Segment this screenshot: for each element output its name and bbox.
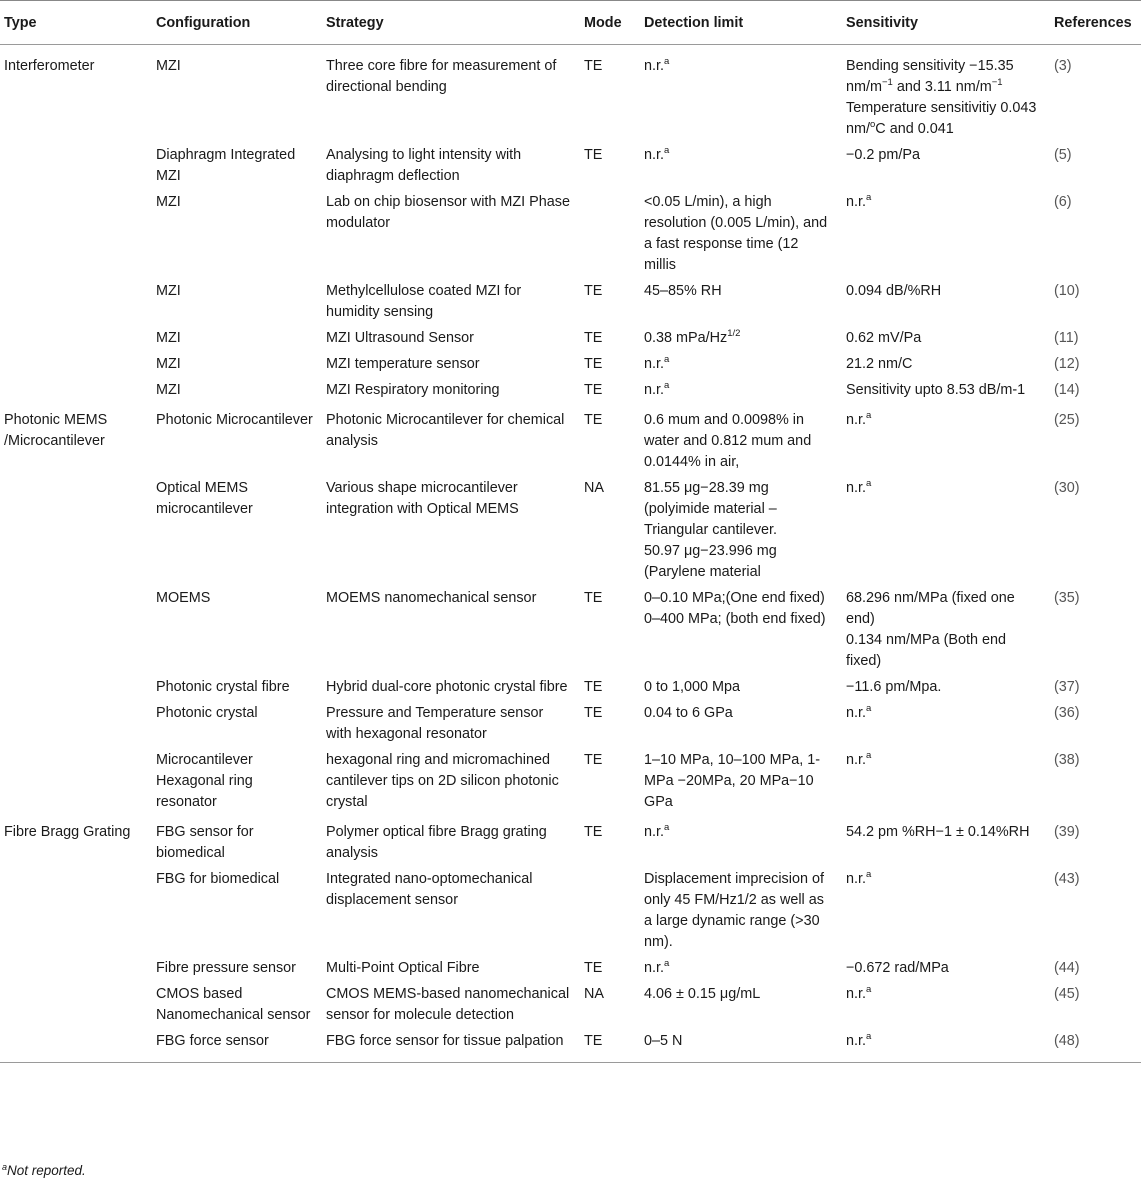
sensitivity-cell xyxy=(840,351,1048,377)
type-cell xyxy=(0,189,150,278)
detection-limit-cell-line xyxy=(644,478,834,541)
text-segment: n.r. xyxy=(644,58,664,74)
mode-cell xyxy=(578,866,638,955)
table-row xyxy=(0,674,1141,700)
strategy-cell: hexagonal ring and micromachined cantilever tips on 2D silicon photonic crystal xyxy=(326,752,559,810)
references-cell: (35) xyxy=(1054,590,1080,606)
table-row xyxy=(0,815,1141,866)
references-cell: (43) xyxy=(1054,871,1080,887)
detection-limit-cell xyxy=(638,981,840,1028)
text-segment: Temperature sensitivitiy 0.043 nm/ xyxy=(846,100,1037,137)
configuration-cell: FBG for biomedical xyxy=(156,871,280,887)
table-body xyxy=(0,45,1141,1063)
header-type: Type xyxy=(0,1,150,45)
strategy-cell: Polymer optical fibre Bragg grating analysis xyxy=(326,824,547,861)
strategy-cell: Lab on chip biosensor with MZI Phase modulator xyxy=(326,194,570,231)
references-cell: (3) xyxy=(1054,58,1072,74)
text-segment: −11.6 pm/Mpa. xyxy=(846,679,942,695)
table-row xyxy=(0,747,1141,815)
sensitivity-cell-line xyxy=(846,984,1042,1005)
superscript: a xyxy=(866,869,872,880)
sensitivity-cell xyxy=(840,674,1048,700)
table-row xyxy=(0,585,1141,674)
sensitivity-cell-line xyxy=(846,1031,1042,1052)
detection-limit-cell xyxy=(638,866,840,955)
mode-cell: TE xyxy=(584,679,603,695)
references-cell: (37) xyxy=(1054,679,1080,695)
header-strategy: Strategy xyxy=(320,1,578,45)
text-segment: and 3.11 nm/m xyxy=(892,79,992,95)
references-cell: (36) xyxy=(1054,705,1080,721)
mode-cell: TE xyxy=(584,330,603,346)
table-row xyxy=(0,1028,1141,1063)
strategy-cell: MZI temperature sensor xyxy=(326,356,480,372)
strategy-cell: MOEMS nanomechanical sensor xyxy=(326,590,537,606)
table-header-row xyxy=(0,1,1141,45)
detection-limit-cell xyxy=(638,377,840,403)
table-row xyxy=(0,377,1141,403)
detection-limit-cell xyxy=(638,700,840,747)
detection-limit-cell-line xyxy=(644,56,834,77)
mode-cell: TE xyxy=(584,824,603,840)
superscript: a xyxy=(866,984,872,995)
footnote-text: Not reported. xyxy=(7,1163,86,1178)
sensitivity-cell xyxy=(840,700,1048,747)
detection-limit-cell-line xyxy=(644,328,834,349)
configuration-cell: Microcantilever Hexagonal ring resonator xyxy=(156,752,253,810)
strategy-cell: Analysing to light intensity with diaphragm deflection xyxy=(326,147,522,184)
configuration-cell: Photonic Microcantilever xyxy=(156,412,313,428)
sensitivity-cell-line xyxy=(846,703,1042,724)
text-segment: n.r. xyxy=(846,412,866,428)
table-row xyxy=(0,700,1141,747)
detection-limit-cell-line xyxy=(644,609,834,630)
table-row xyxy=(0,351,1141,377)
table-row xyxy=(0,955,1141,981)
configuration-cell: MZI xyxy=(156,58,181,74)
superscript: a xyxy=(866,192,872,203)
detection-limit-cell xyxy=(638,189,840,278)
text-segment: 54.2 pm %RH−1 ± 0.14%RH xyxy=(846,824,1030,840)
text-segment: 0 to 1,000 Mpa xyxy=(644,679,741,695)
superscript: a xyxy=(866,410,872,421)
text-segment: 21.2 nm/C xyxy=(846,356,913,372)
mode-cell: TE xyxy=(584,752,603,768)
superscript: a xyxy=(664,958,670,969)
sensitivity-cell xyxy=(840,377,1048,403)
superscript: o xyxy=(870,119,876,130)
sensitivity-cell-line xyxy=(846,380,1042,401)
strategy-cell: CMOS MEMS-based nanomechanical sensor for molecule detection xyxy=(326,986,570,1023)
sensitivity-cell xyxy=(840,278,1048,325)
superscript: a xyxy=(664,822,670,833)
detection-limit-cell-line xyxy=(644,380,834,401)
references-cell: (6) xyxy=(1054,194,1072,210)
text-segment: n.r. xyxy=(644,147,664,163)
references-cell: (38) xyxy=(1054,752,1080,768)
text-segment: n.r. xyxy=(644,356,664,372)
configuration-cell: Photonic crystal fibre xyxy=(156,679,290,695)
text-segment: 4.06 ± 0.15 μg/mL xyxy=(644,986,761,1002)
header-detection-limit: Detection limit xyxy=(638,1,840,45)
detection-limit-cell-line xyxy=(644,281,834,302)
text-segment: n.r. xyxy=(846,871,866,887)
configuration-cell: MZI xyxy=(156,356,181,372)
references-cell: (44) xyxy=(1054,960,1080,976)
sensitivity-cell-line xyxy=(846,958,1042,979)
type-cell: Photonic MEMS /Microcantilever xyxy=(4,412,108,449)
strategy-cell: FBG force sensor for tissue palpation xyxy=(320,1028,578,1063)
table-row xyxy=(0,981,1141,1028)
sensitivity-cell xyxy=(840,189,1048,278)
header-sensitivity: Sensitivity xyxy=(840,1,1048,45)
text-segment: 0–400 MPa; (both end fixed) xyxy=(644,611,826,627)
type-cell xyxy=(0,700,150,747)
sensitivity-cell-line xyxy=(846,750,1042,771)
configuration-cell: Diaphragm Integrated MZI xyxy=(156,147,296,184)
references-cell: (10) xyxy=(1054,283,1080,299)
detection-limit-cell-line xyxy=(644,958,834,979)
type-cell xyxy=(0,955,150,981)
configuration-cell: Fibre pressure sensor xyxy=(156,960,296,976)
detection-limit-cell-line xyxy=(644,869,834,953)
superscript: a xyxy=(664,145,670,156)
configuration-cell: MOEMS xyxy=(156,590,211,606)
detection-limit-cell-line xyxy=(644,677,834,698)
sensitivity-cell-line xyxy=(846,354,1042,375)
type-cell xyxy=(0,747,150,815)
sensitivity-cell-line xyxy=(846,677,1042,698)
mode-cell: TE xyxy=(584,382,603,398)
table-row xyxy=(0,142,1141,189)
detection-limit-cell-line xyxy=(644,410,834,473)
sensitivity-cell xyxy=(840,585,1048,674)
sensitivity-cell xyxy=(840,325,1048,351)
table-row xyxy=(0,278,1141,325)
references-cell: (12) xyxy=(1054,356,1080,372)
text-segment: 1–10 MPa, 10–100 MPa, 1-MPa −20MPa, 20 MPa−10 GPa xyxy=(644,752,820,810)
superscript: a xyxy=(664,354,670,365)
mode-cell: TE xyxy=(584,705,603,721)
mode-cell: TE xyxy=(584,356,603,372)
detection-limit-cell xyxy=(638,403,840,475)
detection-limit-cell xyxy=(638,142,840,189)
text-segment: −0.2 pm/Pa xyxy=(846,147,920,163)
text-segment: n.r. xyxy=(846,194,866,210)
type-cell xyxy=(0,585,150,674)
type-cell xyxy=(0,142,150,189)
type-cell xyxy=(0,377,150,403)
sensitivity-cell xyxy=(840,866,1048,955)
mode-cell: TE xyxy=(584,147,603,163)
type-cell xyxy=(0,475,150,585)
text-segment: 0.04 to 6 GPa xyxy=(644,705,733,721)
strategy-cell: Multi-Point Optical Fibre xyxy=(326,960,480,976)
text-segment: 0–0.10 MPa;(One end fixed) xyxy=(644,590,825,606)
table-row xyxy=(0,45,1141,143)
detection-limit-cell xyxy=(638,585,840,674)
mode-cell: TE xyxy=(584,960,603,976)
references-cell: (25) xyxy=(1054,412,1080,428)
table-row xyxy=(0,325,1141,351)
header-mode: Mode xyxy=(578,1,638,45)
detection-limit-cell xyxy=(638,475,840,585)
detection-limit-cell-line xyxy=(644,354,834,375)
text-segment: 45–85% RH xyxy=(644,283,722,299)
strategy-cell: Photonic Microcantilever for chemical analysis xyxy=(326,412,565,449)
sensitivity-cell-line xyxy=(846,588,1042,630)
mode-cell xyxy=(578,189,638,278)
configuration-cell: MZI xyxy=(156,330,181,346)
sensitivity-cell xyxy=(840,403,1048,475)
detection-limit-cell xyxy=(638,351,840,377)
configuration-cell: FBG force sensor xyxy=(150,1028,320,1063)
mode-cell: TE xyxy=(584,590,603,606)
superscript: −1 xyxy=(881,77,893,88)
detection-limit-cell xyxy=(638,674,840,700)
sensitivity-cell xyxy=(840,747,1048,815)
header-references: References xyxy=(1048,1,1141,45)
sensitivity-cell-line xyxy=(846,478,1042,499)
text-segment: C and 0.041 xyxy=(875,121,954,137)
detection-limit-cell-line xyxy=(644,588,834,609)
header-configuration: Configuration xyxy=(150,1,320,45)
detection-limit-cell xyxy=(638,1028,840,1063)
detection-limit-cell-line xyxy=(644,541,834,583)
mode-cell: TE xyxy=(584,412,603,428)
superscript: −1 xyxy=(991,77,1003,88)
detection-limit-cell xyxy=(638,278,840,325)
superscript: a xyxy=(866,1031,872,1042)
type-cell xyxy=(0,325,150,351)
sensitivity-cell xyxy=(840,142,1048,189)
text-segment: 50.97 μg−23.996 mg (Parylene material xyxy=(644,543,777,580)
references-cell: (48) xyxy=(1048,1028,1141,1063)
configuration-cell: MZI xyxy=(156,382,181,398)
text-segment: <0.05 L/min), a high resolution (0.005 L/min), and a fast response time (12 millis xyxy=(644,194,828,273)
configuration-cell: CMOS based Nanomechanical sensor xyxy=(156,986,311,1023)
mode-cell: TE xyxy=(584,58,603,74)
sensitivity-cell-line xyxy=(846,192,1042,213)
detection-limit-cell xyxy=(638,955,840,981)
text-segment: 81.55 μg−28.39 mg (polyimide material –Triangular cantilever. xyxy=(644,480,778,538)
detection-limit-cell-line xyxy=(644,750,834,813)
type-cell xyxy=(0,866,150,955)
detection-limit-cell-line xyxy=(644,145,834,166)
strategy-cell: Pressure and Temperature sensor with hexagonal resonator xyxy=(326,705,544,742)
text-segment: −0.672 rad/MPa xyxy=(846,960,949,976)
strategy-cell: MZI Ultrasound Sensor xyxy=(326,330,474,346)
type-cell xyxy=(0,351,150,377)
superscript: a xyxy=(664,56,670,67)
sensitivity-cell-line xyxy=(846,410,1042,431)
references-cell: (11) xyxy=(1054,330,1079,346)
references-cell: (14) xyxy=(1054,382,1080,398)
detection-limit-cell-line xyxy=(644,984,834,1005)
configuration-cell: MZI xyxy=(156,194,181,210)
strategy-cell: Various shape microcantilever integration with Optical MEMS xyxy=(326,480,519,517)
text-segment: n.r. xyxy=(846,752,866,768)
text-segment: 0.38 mPa/Hz xyxy=(644,330,728,346)
text-segment: Bending sensitivity −15.35 nm/m xyxy=(846,58,1014,95)
references-cell: (5) xyxy=(1054,147,1072,163)
strategy-cell: Integrated nano-optomechanical displacement sensor xyxy=(326,871,533,908)
text-segment: 0.134 nm/MPa (Both end fixed) xyxy=(846,632,1006,669)
sensitivity-cell xyxy=(840,475,1048,585)
text-segment: n.r. xyxy=(644,824,664,840)
mode-cell: TE xyxy=(578,1028,638,1063)
sensitivity-cell xyxy=(840,955,1048,981)
references-cell: (30) xyxy=(1054,480,1080,496)
sensitivity-cell-line xyxy=(846,145,1042,166)
footnote-marker: a xyxy=(2,1162,8,1172)
sensitivity-cell-line xyxy=(846,56,1042,140)
sensitivity-cell xyxy=(840,45,1048,143)
detection-limit-cell-line xyxy=(644,192,834,276)
mode-cell: NA xyxy=(584,986,604,1002)
sensitivity-cell xyxy=(840,815,1048,866)
detection-limit-cell xyxy=(638,747,840,815)
type-cell: Interferometer xyxy=(4,58,95,74)
detection-limit-cell xyxy=(638,325,840,351)
sensitivity-cell-line xyxy=(846,281,1042,302)
superscript: a xyxy=(866,750,872,761)
text-segment: 0.094 dB/%RH xyxy=(846,283,942,299)
table-row xyxy=(0,475,1141,585)
configuration-cell: Photonic crystal xyxy=(156,705,258,721)
text-segment: n.r. xyxy=(644,960,664,976)
sensitivity-cell-line xyxy=(846,869,1042,890)
detection-limit-cell xyxy=(638,815,840,866)
strategy-cell: Hybrid dual-core photonic crystal fibre xyxy=(326,679,568,695)
text-segment: 0.62 mV/Pa xyxy=(846,330,922,346)
strategy-cell: Three core fibre for measurement of directional bending xyxy=(326,58,557,95)
table-row xyxy=(0,189,1141,278)
text-segment: n.r. xyxy=(846,986,866,1002)
references-cell: (45) xyxy=(1054,986,1080,1002)
text-segment: n.r. xyxy=(846,1033,866,1049)
sensitivity-cell-line xyxy=(846,822,1042,843)
type-cell xyxy=(0,674,150,700)
superscript: 1/2 xyxy=(727,328,741,339)
mode-cell: NA xyxy=(584,480,604,496)
table-row xyxy=(0,866,1141,955)
text-segment: Displacement imprecision of only 45 FM/Hz1/2 as well as a large dynamic range (>30 nm). xyxy=(644,871,824,950)
references-cell: (39) xyxy=(1054,824,1080,840)
strategy-cell: Methylcellulose coated MZI for humidity sensing xyxy=(326,283,522,320)
text-segment: 0.6 mum and 0.0098% in water and 0.812 mum and 0.0144% in air, xyxy=(644,412,812,470)
text-segment: 0–5 N xyxy=(644,1033,683,1049)
sensitivity-cell-line xyxy=(846,328,1042,349)
type-cell xyxy=(0,981,150,1028)
detection-limit-cell-line xyxy=(644,703,834,724)
type-cell xyxy=(0,278,150,325)
sensitivity-cell xyxy=(840,1028,1048,1063)
text-segment: n.r. xyxy=(846,705,866,721)
detection-limit-cell-line xyxy=(644,822,834,843)
configuration-cell: MZI xyxy=(156,283,181,299)
superscript: a xyxy=(866,478,872,489)
text-segment: n.r. xyxy=(644,382,664,398)
table-footnote xyxy=(2,1163,86,1178)
detection-limit-cell xyxy=(638,45,840,143)
text-segment: Sensitivity upto 8.53 dB/m-1 xyxy=(846,382,1026,398)
type-cell: Fibre Bragg Grating xyxy=(4,824,131,840)
detection-limit-cell-line xyxy=(644,1031,834,1052)
sensitivity-cell-line xyxy=(846,630,1042,672)
superscript: a xyxy=(866,703,872,714)
superscript: a xyxy=(664,380,670,391)
configuration-cell: Optical MEMS microcantilever xyxy=(156,480,253,517)
strategy-cell: MZI Respiratory monitoring xyxy=(326,382,500,398)
sensitivity-cell xyxy=(840,981,1048,1028)
table-row xyxy=(0,403,1141,475)
type-cell xyxy=(0,1028,150,1063)
text-segment: n.r. xyxy=(846,480,866,496)
mode-cell: TE xyxy=(584,283,603,299)
configuration-cell: FBG sensor for biomedical xyxy=(156,824,254,861)
text-segment: 68.296 nm/MPa (fixed one end) xyxy=(846,590,1015,627)
